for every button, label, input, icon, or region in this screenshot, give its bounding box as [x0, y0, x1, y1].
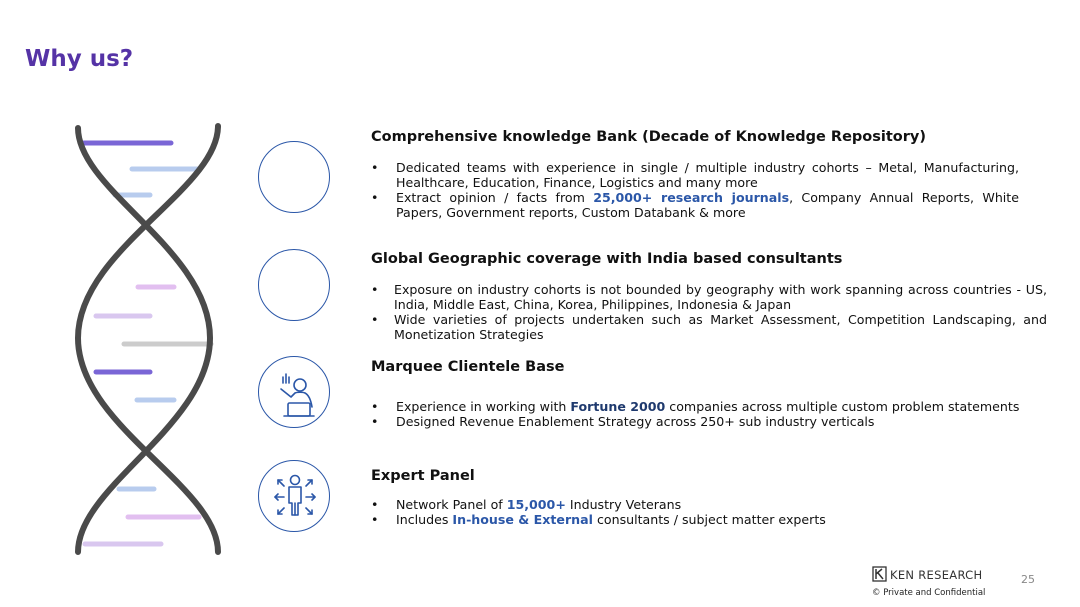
section-heading: Global Geographic coverage with India based consultants	[371, 251, 843, 267]
veterans-highlight: 15,000+	[506, 497, 566, 512]
company-logo-text: KEN RESEARCH	[890, 568, 983, 582]
page-number: 25	[1021, 573, 1035, 586]
confidential-note: © Private and Confidential	[872, 588, 986, 598]
expert-network-icon	[258, 460, 330, 532]
dna-helix-icon	[70, 120, 230, 555]
fortune-highlight: Fortune 2000	[570, 399, 666, 414]
presenter-laptop-icon	[258, 356, 330, 428]
section-knowledge-bank	[371, 129, 1019, 220]
section-clientele	[371, 359, 1031, 429]
journals-highlight: 25,000+ research journals	[593, 190, 790, 205]
section-geographic-coverage	[371, 251, 1047, 342]
globe-circle-icon	[258, 249, 330, 321]
section-expert-panel	[371, 468, 1031, 527]
ken-research-logo-icon	[872, 566, 888, 582]
list-item: • Designed Revenue Enablement Strategy across 250+ sub industry verticals	[371, 414, 1031, 429]
list-item: • Exposure on industry cohorts is not bounded by geography with work spanning across countries - US, India, Middle East, China, Korea, Philippines, Indonesia & Japan	[371, 282, 1047, 312]
list-item: • Network Panel of 15,000+ Industry Veterans	[371, 497, 1031, 512]
inhouse-highlight: In-house & External	[452, 512, 593, 527]
list-item: • Dedicated teams with experience in single / multiple industry cohorts – Metal, Manufacturing, Healthcare, Education, Finance, Logistics and many more	[371, 160, 1019, 190]
list-item: • Extract opinion / facts from 25,000+ research journals, Company Annual Reports, White Papers, Government reports, Custom Databank & more	[371, 190, 1019, 220]
knowledge-circle-icon	[258, 141, 330, 213]
list-item: • Wide varieties of projects undertaken such as Market Assessment, Competition Landscaping, and Monetization Strategies	[371, 312, 1047, 342]
section-heading: Expert Panel	[371, 468, 475, 484]
list-item: • Includes In-house & External consultants / subject matter experts	[371, 512, 1031, 527]
page-title: Why us?	[25, 46, 134, 72]
list-item: • Experience in working with Fortune 2000 companies across multiple custom problem statements	[371, 399, 1031, 414]
section-heading: Comprehensive knowledge Bank (Decade of Knowledge Repository)	[371, 129, 926, 145]
section-heading: Marquee Clientele Base	[371, 359, 565, 375]
